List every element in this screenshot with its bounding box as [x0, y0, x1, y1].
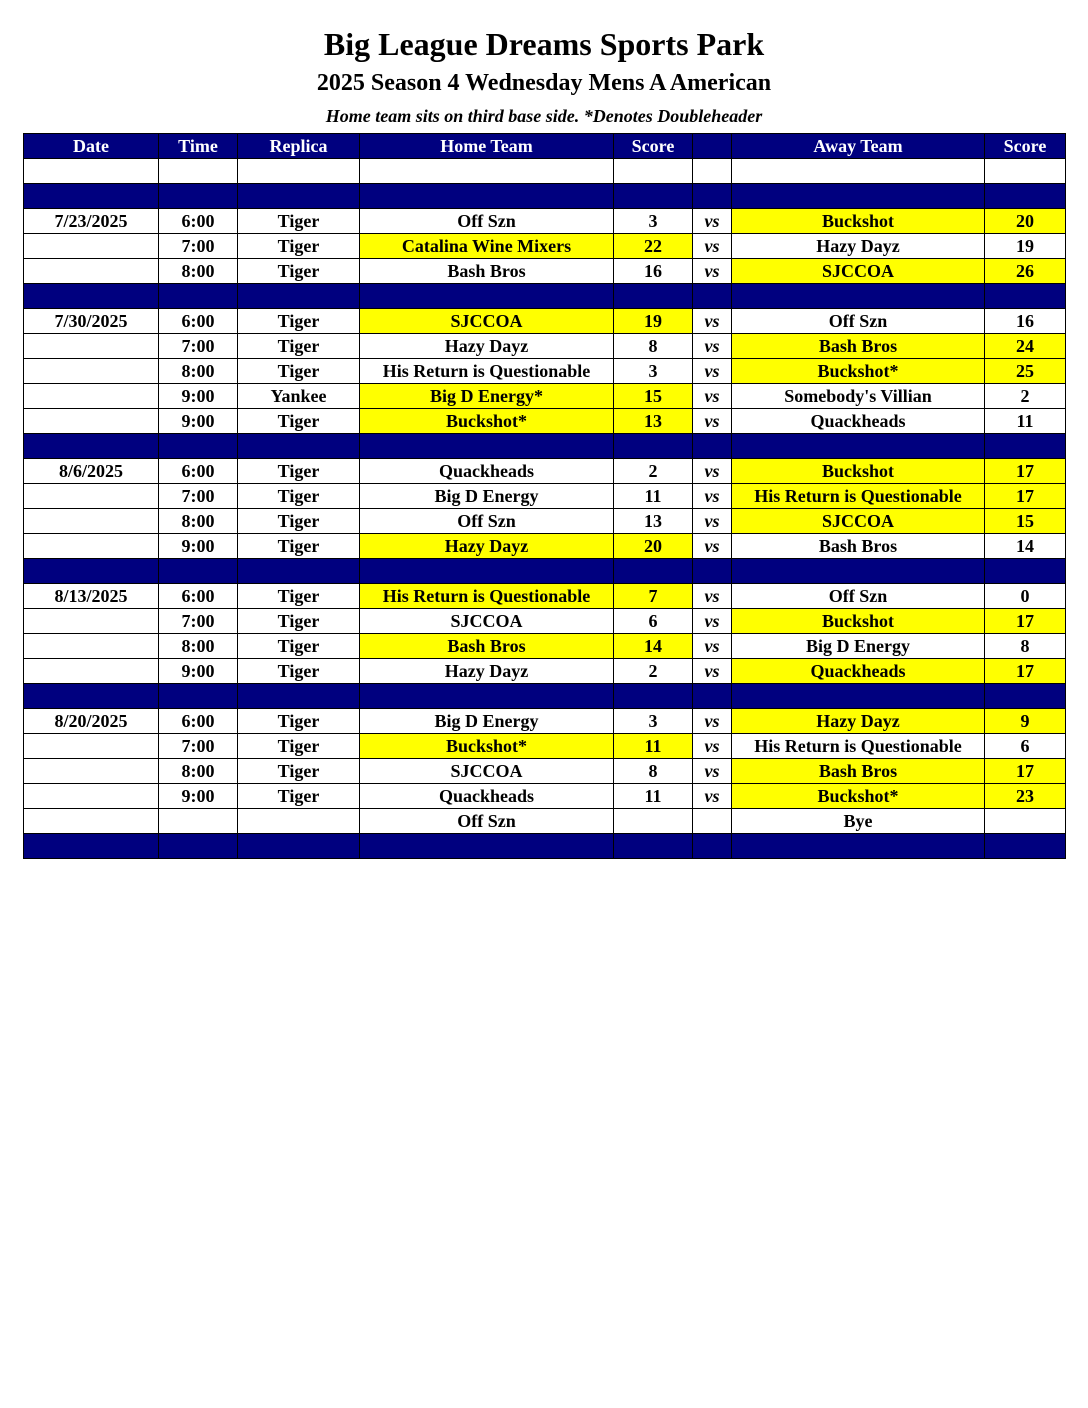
date-cell	[24, 284, 159, 309]
home-team-cell	[360, 284, 614, 309]
time-cell	[159, 184, 238, 209]
time-cell: 7:00	[159, 734, 238, 759]
away-score-cell: 14	[985, 534, 1066, 559]
away-team-cell: Buckshot*	[732, 784, 985, 809]
game-row	[24, 659, 1066, 684]
away-score-cell: 19	[985, 234, 1066, 259]
vs-cell	[693, 559, 732, 584]
replica-cell: Tiger	[238, 734, 360, 759]
replica-cell: Tiger	[238, 484, 360, 509]
game-row	[24, 809, 1066, 834]
replica-cell	[238, 559, 360, 584]
time-cell: 8:00	[159, 259, 238, 284]
date-cell	[24, 809, 159, 834]
date-cell	[24, 609, 159, 634]
page-title: Big League Dreams Sports Park	[323, 26, 765, 62]
date-cell	[24, 384, 159, 409]
away-team-cell: Off Szn	[732, 584, 985, 609]
away-score-cell: 16	[985, 309, 1066, 334]
vs-cell: vs	[693, 484, 732, 509]
replica-cell: Tiger	[238, 209, 360, 234]
replica-cell: Tiger	[238, 309, 360, 334]
vs-cell: vs	[693, 509, 732, 534]
vs-cell: vs	[693, 334, 732, 359]
date-cell	[24, 759, 159, 784]
away-team-cell: SJCCOA	[732, 259, 985, 284]
game-row	[24, 484, 1066, 509]
away-team-cell: Hazy Dayz	[732, 709, 985, 734]
away-score-cell: 26	[985, 259, 1066, 284]
vs-cell: vs	[693, 784, 732, 809]
replica-cell: Tiger	[238, 634, 360, 659]
game-row	[24, 309, 1066, 334]
game-row	[24, 409, 1066, 434]
date-cell	[24, 784, 159, 809]
vs-cell	[693, 184, 732, 209]
away-score-cell	[985, 684, 1066, 709]
home-team-cell	[360, 159, 614, 184]
away-team-cell: Bash Bros	[732, 334, 985, 359]
home-score-cell: 6	[614, 609, 693, 634]
home-score-cell: 7	[614, 584, 693, 609]
vs-cell: vs	[693, 384, 732, 409]
date-cell: 8/20/2025	[24, 709, 159, 734]
vs-cell: vs	[693, 734, 732, 759]
home-team-cell	[360, 834, 614, 859]
date-cell	[24, 159, 159, 184]
away-score-cell	[985, 559, 1066, 584]
replica-cell: Tiger	[238, 659, 360, 684]
time-cell: 6:00	[159, 309, 238, 334]
time-cell: 8:00	[159, 759, 238, 784]
home-score-cell: 14	[614, 634, 693, 659]
home-team-cell	[360, 559, 614, 584]
away-score-cell	[985, 159, 1066, 184]
away-score-cell: 6	[985, 734, 1066, 759]
game-row	[24, 634, 1066, 659]
away-score-cell: 15	[985, 509, 1066, 534]
week-separator-row	[24, 284, 1066, 309]
replica-cell: Tiger	[238, 459, 360, 484]
game-row	[24, 609, 1066, 634]
vs-cell	[693, 809, 732, 834]
replica-cell	[238, 184, 360, 209]
home-team-cell: Quackheads	[360, 784, 614, 809]
away-team-cell: His Return is Questionable	[732, 484, 985, 509]
home-score-cell: 11	[614, 734, 693, 759]
home-score-cell: 3	[614, 359, 693, 384]
game-row	[24, 584, 1066, 609]
away-score-cell: 25	[985, 359, 1066, 384]
home-score-cell: 11	[614, 484, 693, 509]
time-cell: 6:00	[159, 209, 238, 234]
time-cell	[159, 159, 238, 184]
replica-cell: Tiger	[238, 584, 360, 609]
away-team-cell	[732, 684, 985, 709]
home-team-cell: SJCCOA	[360, 309, 614, 334]
date-cell	[24, 409, 159, 434]
home-score-cell	[614, 159, 693, 184]
home-score-cell: 3	[614, 709, 693, 734]
away-score-cell	[985, 434, 1066, 459]
replica-cell	[238, 284, 360, 309]
time-cell: 8:00	[159, 359, 238, 384]
schedule-table	[23, 133, 1066, 859]
away-score-cell: 17	[985, 759, 1066, 784]
replica-cell: Tiger	[238, 234, 360, 259]
home-team-cell: His Return is Questionable	[360, 584, 614, 609]
vs-cell: vs	[693, 234, 732, 259]
date-cell	[24, 559, 159, 584]
time-cell: 8:00	[159, 634, 238, 659]
replica-cell: Tiger	[238, 509, 360, 534]
vs-cell: vs	[693, 309, 732, 334]
home-score-cell: 15	[614, 384, 693, 409]
time-cell: 7:00	[159, 334, 238, 359]
away-team-cell: Bash Bros	[732, 534, 985, 559]
game-row	[24, 334, 1066, 359]
home-score-cell	[614, 284, 693, 309]
home-score-cell: 19	[614, 309, 693, 334]
vs-cell	[693, 834, 732, 859]
col-header-time: Time	[159, 134, 238, 159]
away-score-cell	[985, 184, 1066, 209]
home-team-cell	[360, 434, 614, 459]
home-team-cell: Hazy Dayz	[360, 534, 614, 559]
time-cell	[159, 434, 238, 459]
home-team-cell: Hazy Dayz	[360, 659, 614, 684]
away-team-cell: Buckshot	[732, 609, 985, 634]
game-row	[24, 734, 1066, 759]
vs-cell	[693, 684, 732, 709]
home-score-cell	[614, 684, 693, 709]
vs-cell: vs	[693, 634, 732, 659]
vs-cell: vs	[693, 609, 732, 634]
time-cell: 7:00	[159, 484, 238, 509]
home-score-cell: 13	[614, 509, 693, 534]
time-cell	[159, 809, 238, 834]
schedule-body	[24, 159, 1066, 859]
replica-cell: Tiger	[238, 534, 360, 559]
week-separator-row	[24, 834, 1066, 859]
time-cell: 6:00	[159, 459, 238, 484]
home-score-cell: 20	[614, 534, 693, 559]
time-cell: 7:00	[159, 609, 238, 634]
home-team-cell: Buckshot*	[360, 734, 614, 759]
date-cell	[24, 534, 159, 559]
date-cell	[24, 484, 159, 509]
date-cell	[24, 334, 159, 359]
vs-cell: vs	[693, 584, 732, 609]
time-cell: 9:00	[159, 384, 238, 409]
time-cell	[159, 834, 238, 859]
col-header-home-score: Score	[614, 134, 693, 159]
date-cell	[24, 659, 159, 684]
away-team-cell: Quackheads	[732, 409, 985, 434]
game-row	[24, 759, 1066, 784]
header-row	[24, 134, 1066, 159]
game-row	[24, 459, 1066, 484]
date-cell: 8/6/2025	[24, 459, 159, 484]
date-cell	[24, 734, 159, 759]
game-row	[24, 209, 1066, 234]
date-cell	[24, 684, 159, 709]
time-cell: 8:00	[159, 509, 238, 534]
home-team-cell: Off Szn	[360, 809, 614, 834]
time-cell: 9:00	[159, 534, 238, 559]
game-row	[24, 709, 1066, 734]
replica-cell: Tiger	[238, 759, 360, 784]
time-cell: 9:00	[159, 659, 238, 684]
away-team-cell: Bash Bros	[732, 759, 985, 784]
week-separator-row	[24, 559, 1066, 584]
time-cell	[159, 684, 238, 709]
vs-cell: vs	[693, 459, 732, 484]
home-score-cell: 16	[614, 259, 693, 284]
home-team-cell: Buckshot*	[360, 409, 614, 434]
vs-cell: vs	[693, 209, 732, 234]
replica-cell: Yankee	[238, 384, 360, 409]
away-score-cell: 8	[985, 634, 1066, 659]
away-team-cell: Hazy Dayz	[732, 234, 985, 259]
home-team-cell: SJCCOA	[360, 759, 614, 784]
game-row	[24, 509, 1066, 534]
replica-cell	[238, 684, 360, 709]
date-cell	[24, 259, 159, 284]
replica-cell: Tiger	[238, 709, 360, 734]
time-cell: 9:00	[159, 409, 238, 434]
home-team-cell: Catalina Wine Mixers	[360, 234, 614, 259]
vs-cell	[693, 434, 732, 459]
time-cell: 7:00	[159, 234, 238, 259]
home-score-cell: 13	[614, 409, 693, 434]
home-team-cell: Big D Energy	[360, 709, 614, 734]
away-team-cell: Quackheads	[732, 659, 985, 684]
away-score-cell: 17	[985, 659, 1066, 684]
away-score-cell: 17	[985, 459, 1066, 484]
vs-cell: vs	[693, 409, 732, 434]
date-cell: 8/13/2025	[24, 584, 159, 609]
away-team-cell: Bye	[732, 809, 985, 834]
away-team-cell	[732, 834, 985, 859]
date-cell	[24, 234, 159, 259]
home-score-cell	[614, 434, 693, 459]
week-separator-row	[24, 184, 1066, 209]
home-team-cell: Big D Energy	[360, 484, 614, 509]
away-team-cell: His Return is Questionable	[732, 734, 985, 759]
week-separator-row	[24, 684, 1066, 709]
away-team-cell: Off Szn	[732, 309, 985, 334]
time-cell: 9:00	[159, 784, 238, 809]
home-team-cell	[360, 684, 614, 709]
home-team-cell: Bash Bros	[360, 259, 614, 284]
time-cell: 6:00	[159, 584, 238, 609]
away-score-cell: 9	[985, 709, 1066, 734]
home-team-cell: Off Szn	[360, 509, 614, 534]
away-team-cell	[732, 159, 985, 184]
away-score-cell: 23	[985, 784, 1066, 809]
page-subtitle: 2025 Season 4 Wednesday Mens A American	[316, 70, 772, 96]
date-cell: 7/23/2025	[24, 209, 159, 234]
away-score-cell: 20	[985, 209, 1066, 234]
blank-row	[24, 159, 1066, 184]
home-score-cell: 22	[614, 234, 693, 259]
home-score-cell	[614, 834, 693, 859]
date-cell	[24, 834, 159, 859]
away-team-cell: Buckshot*	[732, 359, 985, 384]
away-score-cell	[985, 834, 1066, 859]
away-team-cell: SJCCOA	[732, 509, 985, 534]
vs-cell: vs	[693, 659, 732, 684]
away-team-cell	[732, 184, 985, 209]
home-team-cell: Off Szn	[360, 209, 614, 234]
away-score-cell: 17	[985, 484, 1066, 509]
away-score-cell: 17	[985, 609, 1066, 634]
vs-cell: vs	[693, 534, 732, 559]
home-score-cell	[614, 559, 693, 584]
home-score-cell: 2	[614, 459, 693, 484]
away-score-cell: 2	[985, 384, 1066, 409]
date-cell: 7/30/2025	[24, 309, 159, 334]
away-team-cell	[732, 284, 985, 309]
away-score-cell: 11	[985, 409, 1066, 434]
replica-cell	[238, 834, 360, 859]
vs-cell	[693, 284, 732, 309]
home-score-cell: 2	[614, 659, 693, 684]
home-team-cell: Quackheads	[360, 459, 614, 484]
home-team-cell: SJCCOA	[360, 609, 614, 634]
col-header-vs	[693, 134, 732, 159]
game-row	[24, 534, 1066, 559]
time-cell	[159, 284, 238, 309]
away-team-cell: Buckshot	[732, 209, 985, 234]
home-team-cell: Big D Energy*	[360, 384, 614, 409]
home-team-cell: His Return is Questionable	[360, 359, 614, 384]
schedule-note: Home team sits on third base side. *Denotes Doubleheader	[325, 106, 763, 126]
game-row	[24, 784, 1066, 809]
replica-cell	[238, 809, 360, 834]
vs-cell: vs	[693, 359, 732, 384]
game-row	[24, 384, 1066, 409]
date-cell	[24, 509, 159, 534]
week-separator-row	[24, 434, 1066, 459]
replica-cell: Tiger	[238, 609, 360, 634]
replica-cell: Tiger	[238, 259, 360, 284]
home-score-cell: 8	[614, 759, 693, 784]
game-row	[24, 259, 1066, 284]
replica-cell: Tiger	[238, 334, 360, 359]
away-team-cell	[732, 434, 985, 459]
vs-cell: vs	[693, 709, 732, 734]
away-score-cell	[985, 284, 1066, 309]
replica-cell	[238, 159, 360, 184]
date-cell	[24, 634, 159, 659]
date-cell	[24, 434, 159, 459]
vs-cell: vs	[693, 759, 732, 784]
time-cell: 6:00	[159, 709, 238, 734]
replica-cell: Tiger	[238, 409, 360, 434]
date-cell	[24, 359, 159, 384]
date-cell	[24, 184, 159, 209]
col-header-away-score: Score	[985, 134, 1066, 159]
col-header-home-team: Home Team	[360, 134, 614, 159]
away-score-cell: 24	[985, 334, 1066, 359]
home-score-cell	[614, 184, 693, 209]
col-header-date: Date	[24, 134, 159, 159]
vs-cell: vs	[693, 259, 732, 284]
away-score-cell: 0	[985, 584, 1066, 609]
home-score-cell: 8	[614, 334, 693, 359]
home-team-cell: Bash Bros	[360, 634, 614, 659]
home-score-cell	[614, 809, 693, 834]
vs-cell	[693, 159, 732, 184]
away-team-cell	[732, 559, 985, 584]
replica-cell	[238, 434, 360, 459]
time-cell	[159, 559, 238, 584]
away-team-cell: Big D Energy	[732, 634, 985, 659]
home-team-cell	[360, 184, 614, 209]
col-header-away-team: Away Team	[732, 134, 985, 159]
replica-cell: Tiger	[238, 784, 360, 809]
away-score-cell	[985, 809, 1066, 834]
replica-cell: Tiger	[238, 359, 360, 384]
home-team-cell: Hazy Dayz	[360, 334, 614, 359]
away-team-cell: Somebody's Villian	[732, 384, 985, 409]
home-score-cell: 11	[614, 784, 693, 809]
col-header-replica: Replica	[238, 134, 360, 159]
home-score-cell: 3	[614, 209, 693, 234]
away-team-cell: Buckshot	[732, 459, 985, 484]
game-row	[24, 359, 1066, 384]
game-row	[24, 234, 1066, 259]
